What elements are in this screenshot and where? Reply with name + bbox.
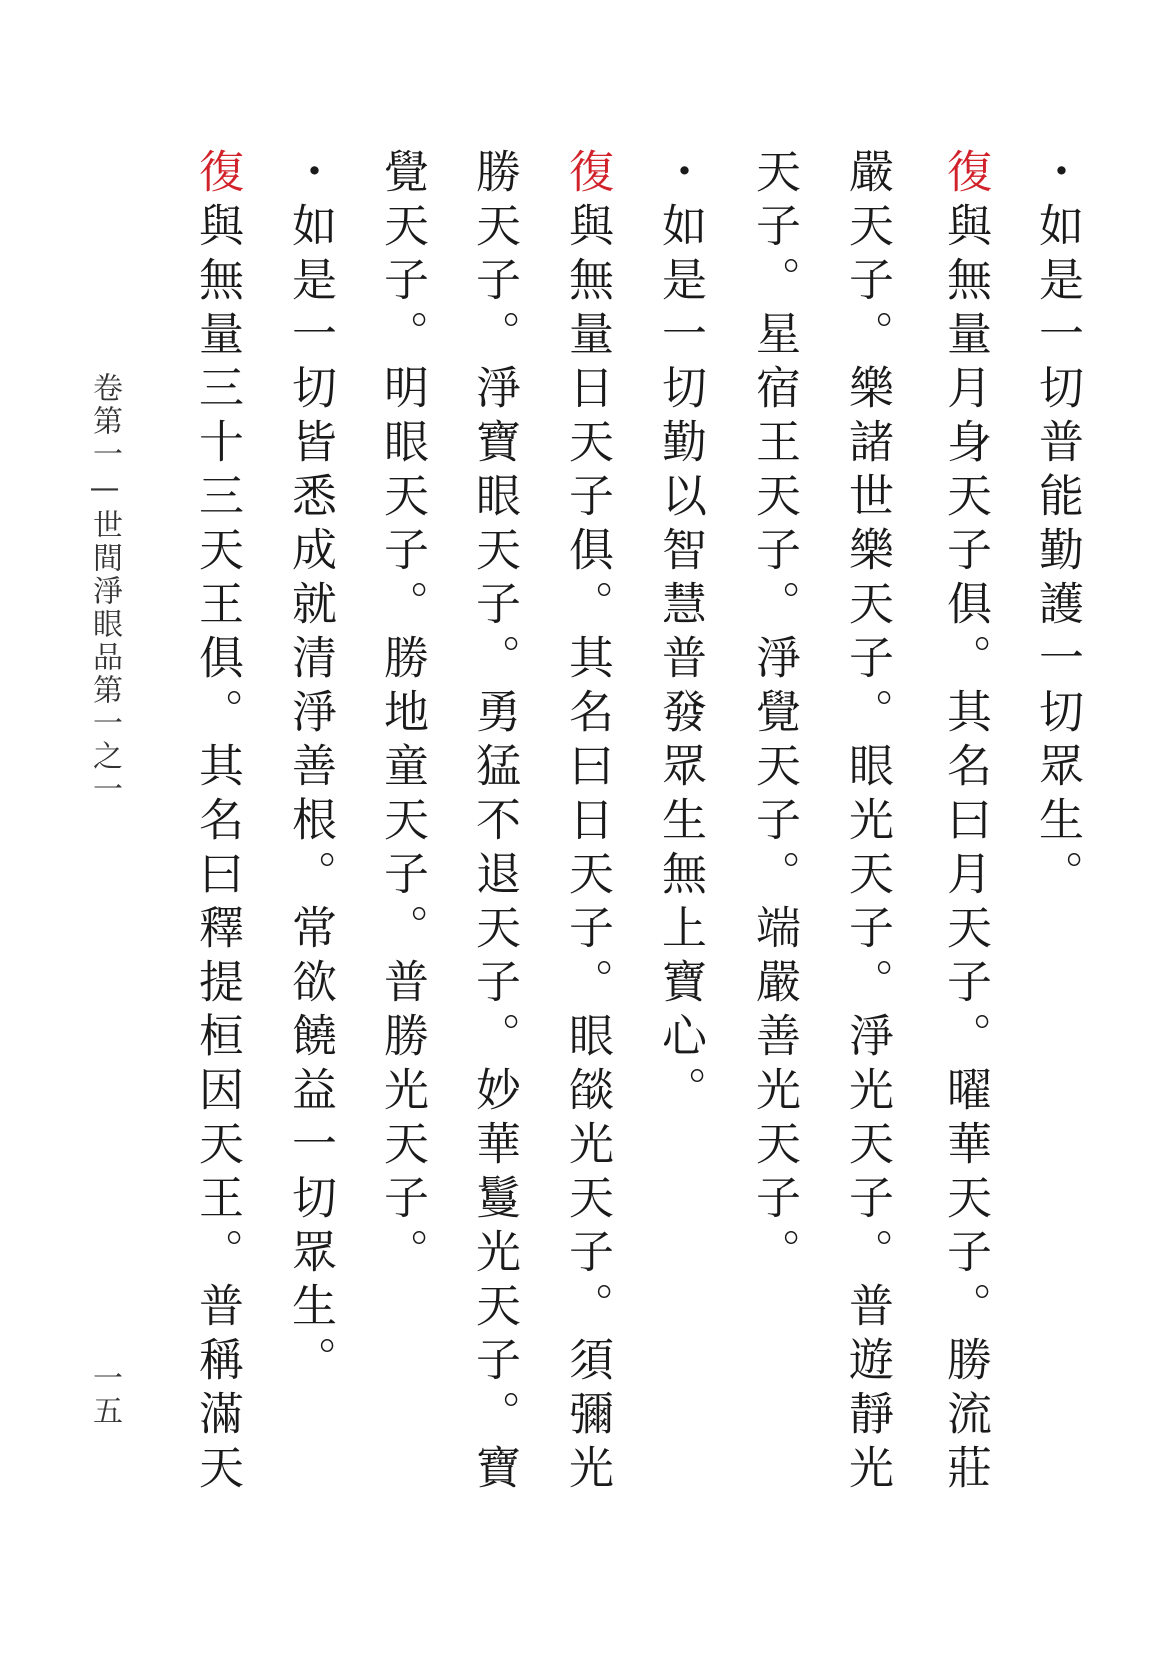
column-text: 與無量月身天子俱。其名曰月天子。曜華天子。勝流莊 <box>939 202 992 1498</box>
column-text: 如是一切勤以智慧普發眾生無上寶心。 <box>654 202 707 1120</box>
text-column-4 <box>747 148 801 1282</box>
column-text: 與無量三十三天王俱。其名曰釋提桓因天王。普稱滿天 <box>191 202 244 1498</box>
column-text: 覺天子。明眼天子。勝地童天子。普勝光天子。 <box>376 148 429 1282</box>
text-column-5 <box>653 148 707 1120</box>
column-text: 如是一切普能勤護一切眾生。 <box>1031 202 1084 904</box>
section-mark: 復 <box>561 148 614 202</box>
text-column-9 <box>283 148 337 1390</box>
text-column-8 <box>375 148 429 1282</box>
column-text: 嚴天子。樂諸世樂天子。眼光天子。淨光天子。普遊靜光 <box>841 148 894 1498</box>
text-column-7 <box>467 148 521 1498</box>
text-column-10 <box>190 148 244 1498</box>
section-mark: 復 <box>939 148 992 202</box>
section-mark: 復 <box>191 148 244 202</box>
text-column-6 <box>560 148 614 1498</box>
bullet-icon: ・ <box>284 148 337 202</box>
text-column-2 <box>938 148 992 1498</box>
bullet-icon: ・ <box>1031 148 1084 202</box>
text-column-3 <box>840 148 894 1498</box>
column-text: 勝天子。淨寶眼天子。勇猛不退天子。妙華鬘光天子。寶 <box>468 148 521 1498</box>
bullet-icon: ・ <box>654 148 707 202</box>
column-text: 與無量日天子俱。其名曰日天子。眼燄光天子。須彌光 <box>561 202 614 1498</box>
text-column-1 <box>1030 148 1084 904</box>
running-head: 卷第一—世間淨眼品第一之一 <box>87 372 122 806</box>
column-text: 天子。星宿王天子。淨覺天子。端嚴善光天子。 <box>748 148 801 1282</box>
column-text: 如是一切皆悉成就清淨善根。常欲饒益一切眾生。 <box>284 202 337 1390</box>
page-number: 一五 <box>87 1362 122 1428</box>
